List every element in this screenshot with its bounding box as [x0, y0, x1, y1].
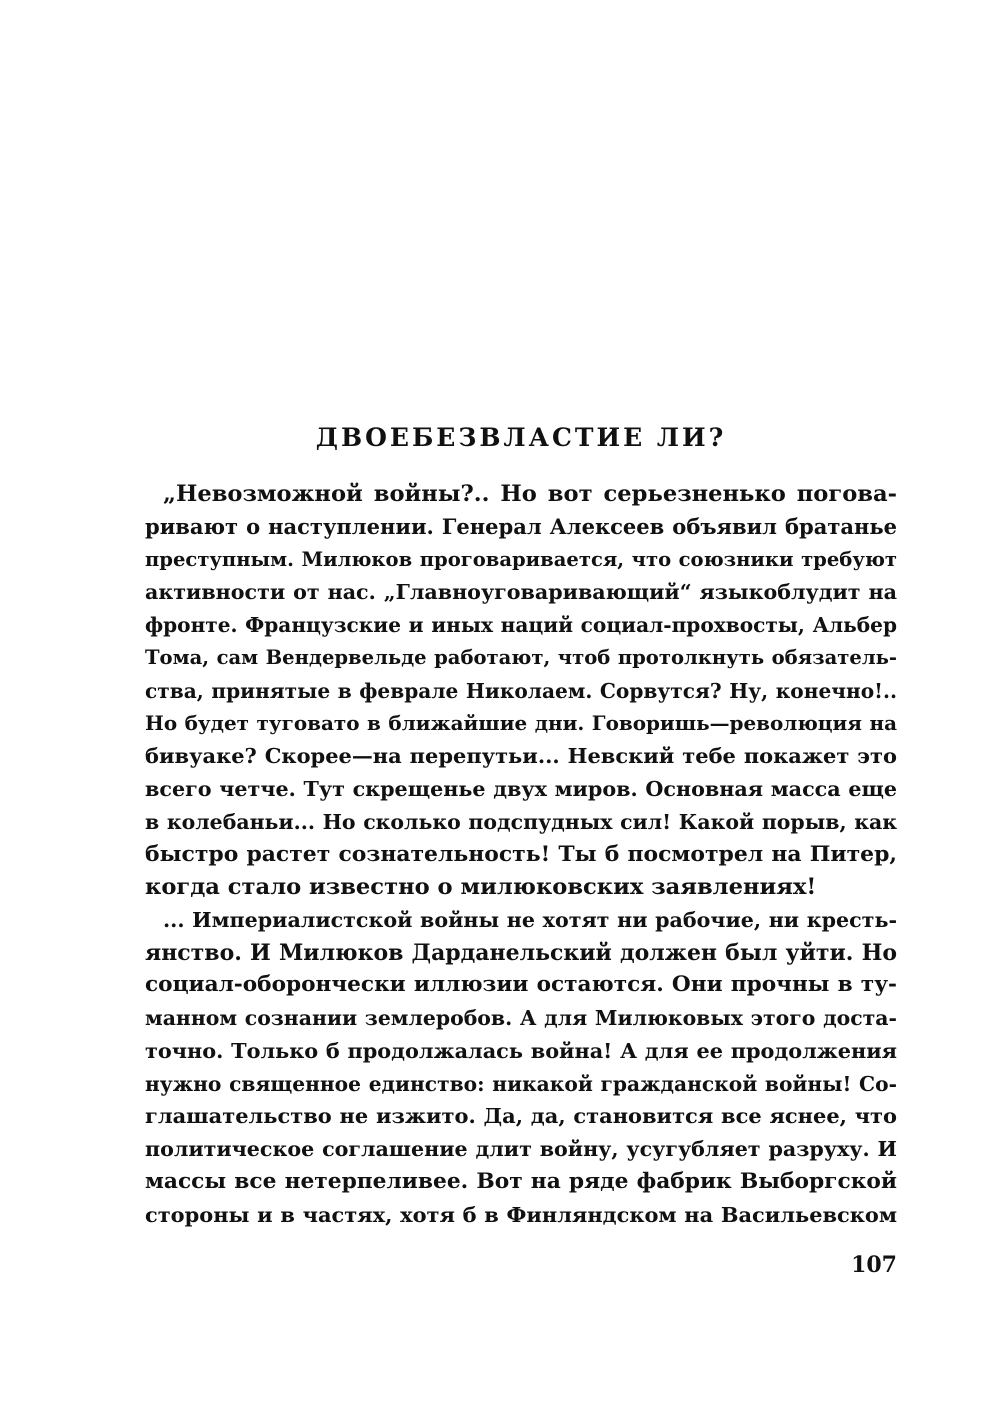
text-line: в колебаньи... Но сколько подспудных сил! Какой порыв, как	[145, 809, 897, 834]
text-line: ривают о наступлении. Генерал Алексеев объявил братанье	[145, 513, 897, 539]
text-line: бивуаке? Скорее—на перепутьи... Невский тебе покажет это	[145, 743, 897, 768]
text-line: всего четче. Тут скрещенье двух миров. Основная масса еще	[145, 776, 897, 801]
text-line: активности от нас. „Главноуговаривающий“ языкоблудит на	[145, 580, 897, 605]
page-number: 107	[851, 1252, 897, 1278]
text-line: ства, принятые в феврале Николаем. Сорвутся? Ну, конечно!..	[145, 678, 897, 703]
text-line: быстро растет сознательность! Ты б посмотрел на Питер,	[145, 841, 897, 868]
text-line: преступным. Милюков проговаривается, что союзники требуют	[145, 547, 897, 571]
body-text	[145, 478, 897, 1231]
text-line: когда стало известно о милюковских заявлениях!	[145, 874, 817, 900]
text-line: Но будет туговато в ближайшие дни. Говоришь—революция на	[145, 711, 897, 736]
text-line: стороны и в частях, хотя б в Финляндском на Васильевском	[145, 1201, 897, 1227]
text-line: нужно священное единство: никакой гражданской войны! Со-	[145, 1071, 897, 1096]
text-line: политическое соглашение длит войну, усугубляет разруху. И	[145, 1137, 897, 1161]
text-line: Тома, сам Вендервельде работают, чтоб протолкнуть обязатель-	[145, 645, 897, 669]
text-line: фронте. Французские и иных наций социал-прохвосты, Альбер	[145, 613, 897, 637]
chapter-title: ДВОЕБЕЗВЛАСТИЕ ЛИ?	[315, 423, 727, 452]
text-line: ... Империалистской войны не хотят ни рабочие, ни кресть-	[163, 907, 897, 932]
text-line: манном сознании землеробов. А для Милюковых этого доста-	[145, 1006, 897, 1030]
text-line: янство. И Милюков Дарданельский должен был уйти. Но	[145, 939, 897, 966]
text-line: социал-оборончески иллюзии остаются. Они прочны в ту-	[145, 972, 897, 998]
text-line: массы все нетерпеливее. Вот на ряде фабрик Выборгской	[145, 1168, 897, 1194]
text-line: глашательство не изжито. Да, да, становится все яснее, что	[145, 1103, 897, 1129]
text-line: точно. Только б продолжалась война! А для ее продолжения	[145, 1037, 897, 1063]
text-line: „Невозможной войны?.. Но вот серьезненько погова-	[163, 481, 897, 507]
